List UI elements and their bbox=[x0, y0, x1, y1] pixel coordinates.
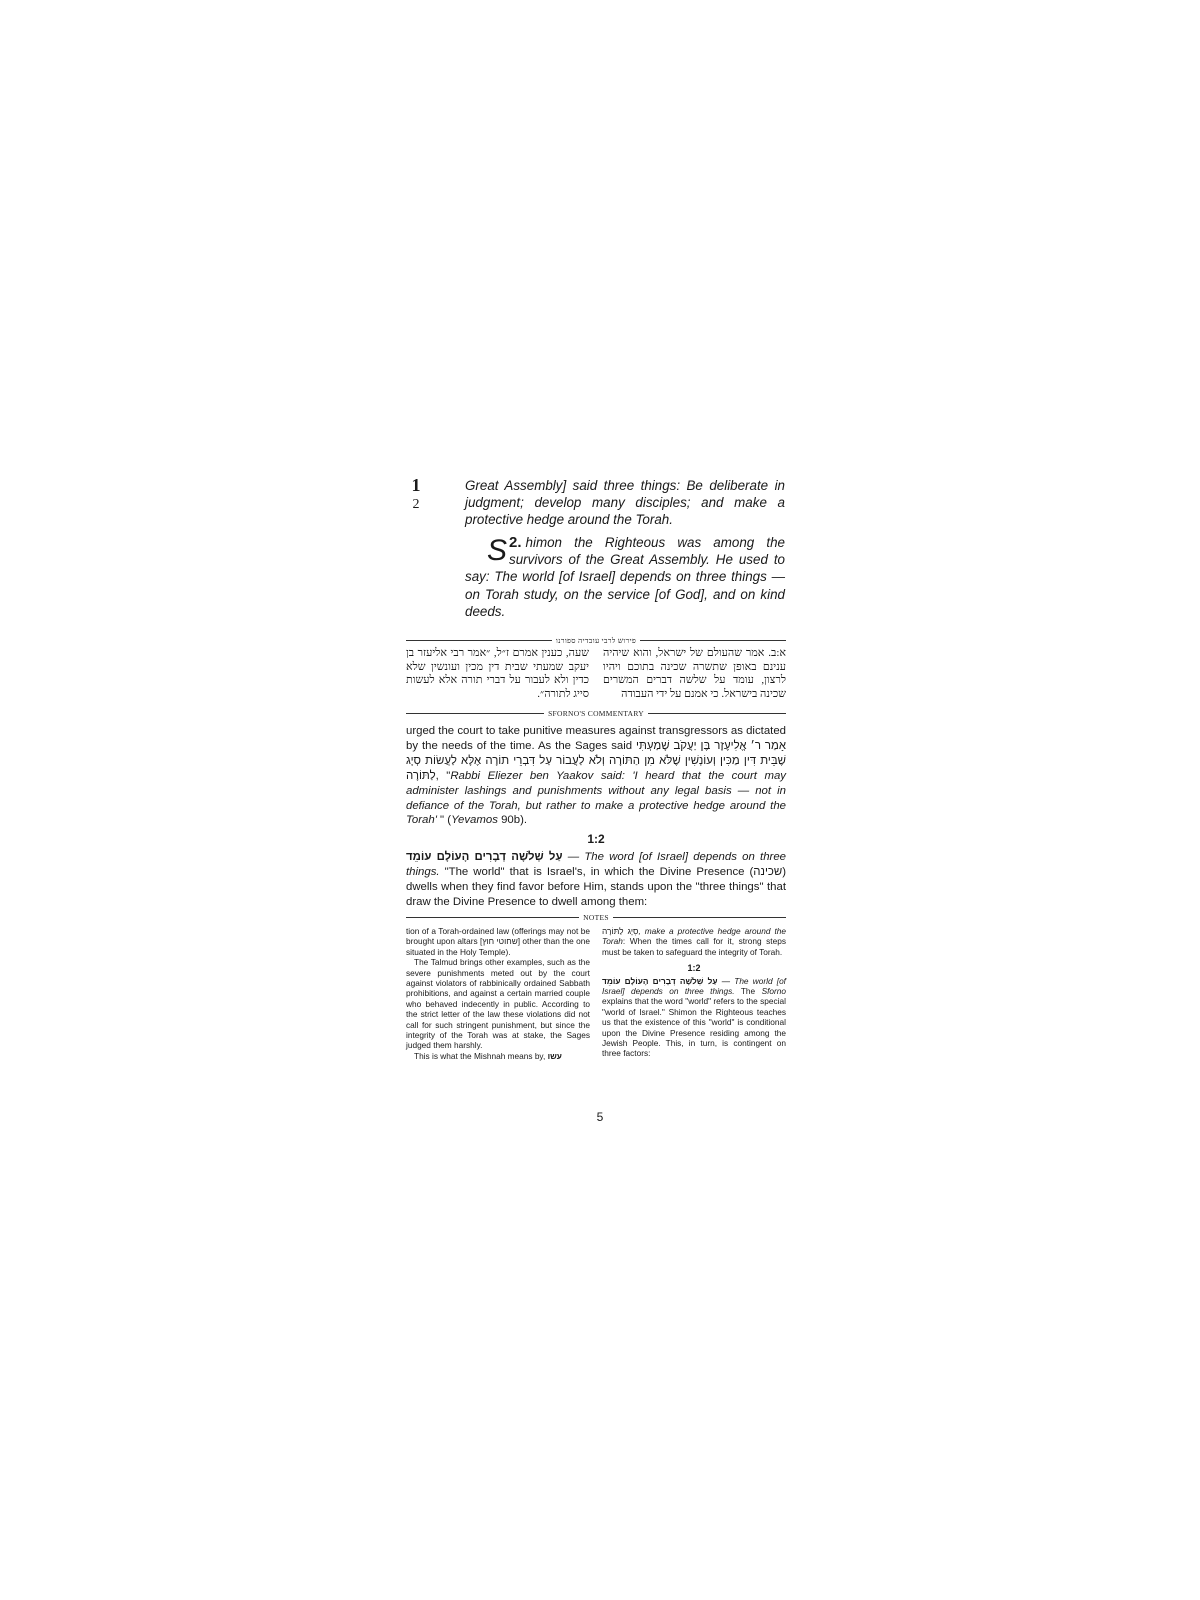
divider bbox=[648, 713, 786, 714]
note-paragraph bbox=[602, 976, 786, 1059]
note-text: The bbox=[734, 986, 762, 997]
hebrew-quote: אָמַר ר׳ אֱלִיעֶזֶר בֶּן יַעֲקֹב שָׁמַעְתִּי שֶׁבֵּית דִּין מַכִּין וְעוֹנְשִׁין שֶׁלֹּא מִן הַתּוֹרָה וְלֹא לַעֲבוֹר עַל דִּבְרֵי תוֹרָה אֶלָּא לַעֲשׂוֹת סְיָג לַתּוֹרָה bbox=[406, 739, 786, 782]
notes-column-right bbox=[602, 926, 786, 1061]
note-paragraph bbox=[406, 926, 590, 957]
note-text: This is what the Mishnah means by, bbox=[414, 1050, 548, 1061]
note-text: tion of a Torah-ordained law (offerings may not be brought upon altars [ bbox=[406, 926, 590, 947]
source-title: Yevamos bbox=[451, 814, 498, 827]
divider bbox=[406, 640, 552, 641]
commentary-text: , " bbox=[435, 769, 451, 782]
commentary-text: 90b). bbox=[497, 814, 528, 827]
note-text: explains that the word "world" refers to the special "world of Israel." Shimon the Righteous teaches us that the existence of this "world" is conditional upon the Divine Presence residing among the Jewish People. This, in turn, is contingent on three factors: bbox=[602, 996, 786, 1059]
commentary-text: urged the court to take punitive measures against transgressors as dictated by the needs of the time. As the Sages said bbox=[406, 725, 786, 752]
commentary-header-label: SFORNO'S COMMENTARY bbox=[548, 709, 644, 718]
note-heading: , make a protective hedge around the Torah bbox=[602, 926, 786, 947]
notes-section-reference: 1:2 bbox=[687, 963, 701, 974]
divider bbox=[613, 917, 786, 918]
drop-cap: S bbox=[487, 534, 508, 567]
chapter-number: 1 bbox=[411, 475, 421, 495]
hebrew-commentary bbox=[406, 647, 786, 701]
hebrew-term: שחוטי חוץ bbox=[482, 936, 518, 947]
sforno-commentary-header bbox=[406, 709, 786, 718]
note-paragraph: The Talmud brings other examples, such as the severe punishments meted out by the court against violators of rabbinically ordained Sabbath prohibitions, and against a certain married couple who behaved indecently in public. According to the strict letter of the law these violations did not call for such stringent punishment, but since the integrity of the Torah was at stake, the Sages judged them harshly. bbox=[406, 957, 590, 1051]
mishnah-number: 2 bbox=[412, 497, 420, 512]
note-heading: — The world [of Israel] depends on three things. bbox=[602, 975, 786, 997]
note-paragraph bbox=[406, 1051, 590, 1061]
hebrew-heading: עַל שְׁלֹשָׁה דְבָרִים הָעוֹלָם עוֹמֵד bbox=[602, 975, 718, 986]
source-title: Sforno bbox=[761, 986, 787, 997]
hebrew-column-left: שעה, כענין אמרם ז״ל, ״אמר רבי אליעזר בן יעקב שמעתי שבית דין מכין ועונשין שלא כדין ולא לעבור על דברי תורה אלא לעשות סייג לתורה״. bbox=[406, 647, 589, 700]
hebrew-term: שכינה bbox=[753, 865, 783, 878]
page-number: 5 bbox=[596, 1110, 604, 1124]
commentary-text: "The world" that is Israel's, in which the Divine Presence ( bbox=[439, 865, 754, 878]
heading-translation: — The word [of Israel] depends on three things. bbox=[406, 851, 787, 878]
hebrew-header-label: פירוש לרבי עובדיה ספורנו bbox=[555, 636, 637, 645]
divider bbox=[406, 917, 579, 918]
commentary-section-two bbox=[406, 850, 786, 910]
commentary-text: ) dwells when they find favor before Him, stands upon the "three things" that draw the Divine Presence to dwell among them: bbox=[406, 865, 786, 908]
chapter-marker bbox=[406, 476, 426, 512]
notes-header-label: NOTES bbox=[583, 913, 609, 922]
sforno-commentary-text bbox=[406, 724, 786, 828]
commentary-text: " ( bbox=[436, 814, 452, 827]
note-text: : When the times call for it, strong steps must be taken to safeguard the integrity of Torah. bbox=[602, 936, 786, 957]
mishnah-two bbox=[465, 534, 785, 620]
divider bbox=[640, 640, 786, 641]
divider bbox=[406, 713, 544, 714]
notes-section bbox=[406, 926, 786, 1061]
note-paragraph bbox=[602, 926, 786, 957]
mishnah-two-number: 2. bbox=[509, 534, 522, 551]
hebrew-column-right: א:ב. אמר שהעולם של ישראל, והוא שיהיה ענינם באופן שתשרה שכינה בתוכם ויהיו לרצון, עומד על שלשה דברים המשרים שכינה בישראל. כי אמנם על ידי העבודה bbox=[603, 647, 786, 700]
translation-quote: Rabbi Eliezer ben Yaakov said: 'I heard that the court may administer lashings and punishments without any legal basis — not in defiance of the Torah, but rather to make a protective hedge around the Torah' bbox=[406, 769, 786, 827]
note-text: ] other than the one situated in the Holy Temple). bbox=[406, 936, 590, 957]
section-reference: 1:2 bbox=[587, 832, 605, 846]
hebrew-heading: עַל שְׁלֹשָׁה דְבָרִים הָעוֹלָם עוֹמֵד bbox=[406, 851, 563, 863]
hebrew-term: עשו bbox=[547, 1050, 562, 1061]
hebrew-term: סְיָג לַתּוֹרָה bbox=[602, 926, 639, 936]
hebrew-commentary-header bbox=[406, 636, 786, 645]
mishnah-continuation: Great Assembly] said three things: Be deliberate in judgment; develop many disciples; and make a protective hedge around the Torah. bbox=[465, 478, 785, 528]
notes-header bbox=[406, 913, 786, 922]
mishnah-two-text: himon the Righteous was among the survivors of the Great Assembly. He used to say: The world [of Israel] depends on three things — on Torah study, on the service [of God], and on kind deeds. bbox=[465, 535, 785, 619]
notes-column-left bbox=[406, 926, 590, 1061]
